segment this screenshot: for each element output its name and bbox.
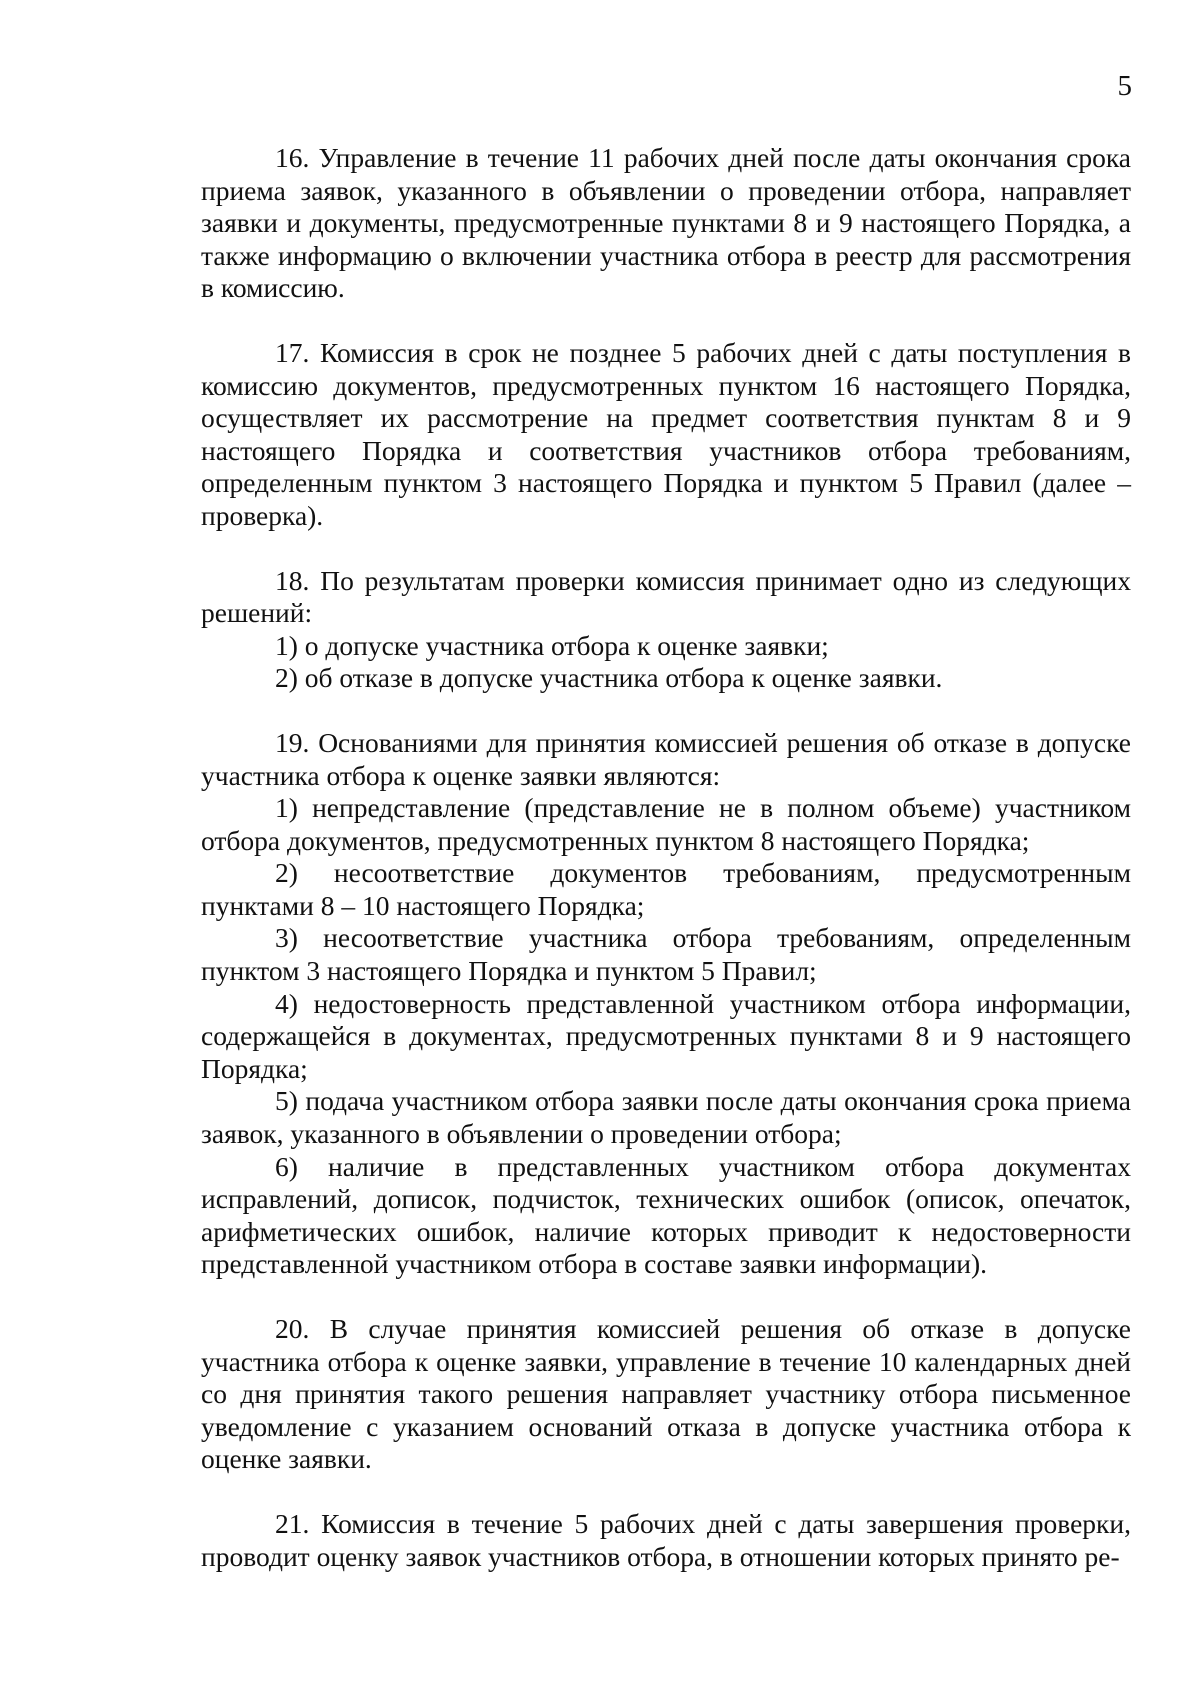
paragraph-19-item-3: 3) несоответствие участника отбора требованиям, определенным пунктом 3 настоящего Порядка и пунктом 5 Правил; xyxy=(201,922,1131,987)
paragraph-19: 19. Основаниями для принятия комиссией решения об отказе в допуске участника отбора к оценке заявки являются: xyxy=(201,726,1131,791)
paragraph-18-item-1: 1) о допуске участника отбора к оценке заявки; xyxy=(275,629,829,661)
page-number: 5 xyxy=(1117,70,1132,102)
document-body xyxy=(201,142,1131,1573)
paragraph-19-item-6: 6) наличие в представленных участником отбора документах исправлений, дописок, подчисток, технических ошибок (описок, опечаток, арифметических ошибок, наличие которых приводит к недостоверности представленной участником отбора в составе заявки информации). xyxy=(201,1150,1131,1280)
paragraph-17: 17. Комиссия в срок не позднее 5 рабочих дней с даты поступления в комиссию документов, предусмотренных пунктом 16 настоящего Порядка, осуществляет их рассмотрение на предмет соответствия пунктам 8 и 9 настоящего Порядка и соответствия участников отбора требованиям, определенным пунктом 3 настоящего Порядка и пунктом 5 Правил (далее – проверка). xyxy=(201,336,1131,531)
paragraph-20: 20. В случае принятия комиссией решения об отказе в допуске участника отбора к оценке заявки, управление в течение 10 календарных дней со дня принятия такого решения направляет участнику отбора письменное уведомление с указанием оснований отказа в допуске участника отбора к оценке заявки. xyxy=(201,1313,1131,1475)
paragraph-16: 16. Управление в течение 11 рабочих дней после даты окончания срока приема заявок, указанного в объявлении о проведении отбора, направляет заявки и документы, предусмотренные пунктами 8 и 9 настоящего Порядка, а также информацию о включении участника отбора в реестр для рассмотрения в комиссию. xyxy=(201,142,1131,304)
paragraph-21: 21. Комиссия в течение 5 рабочих дней с даты завершения проверки, проводит оценку заявок участников отбора, в отношении которых принято ре- xyxy=(201,1507,1131,1572)
paragraph-19-item-1: 1) непредставление (представление не в полном объеме) участником отбора документов, предусмотренных пунктом 8 настоящего Порядка; xyxy=(201,792,1131,856)
paragraph-19-item-2: 2) несоответствие документов требованиям, предусмотренным пунктами 8 – 10 настоящего Порядка; xyxy=(201,857,1131,921)
paragraph-19-item-4: 4) недостоверность представленной участником отбора информации, содержащейся в документах, предусмотренных пунктами 8 и 9 настоящего Порядка; xyxy=(201,987,1131,1084)
paragraph-19-item-5: 5) подача участником отбора заявки после даты окончания срока приема заявок, указанного в объявлении о проведении отбора; xyxy=(201,1085,1131,1150)
paragraph-18: 18. По результатам проверки комиссия принимает одно из следующих решений: xyxy=(201,564,1131,629)
paragraph-18-item-2: 2) об отказе в допуске участника отбора к оценке заявки. xyxy=(275,662,943,694)
